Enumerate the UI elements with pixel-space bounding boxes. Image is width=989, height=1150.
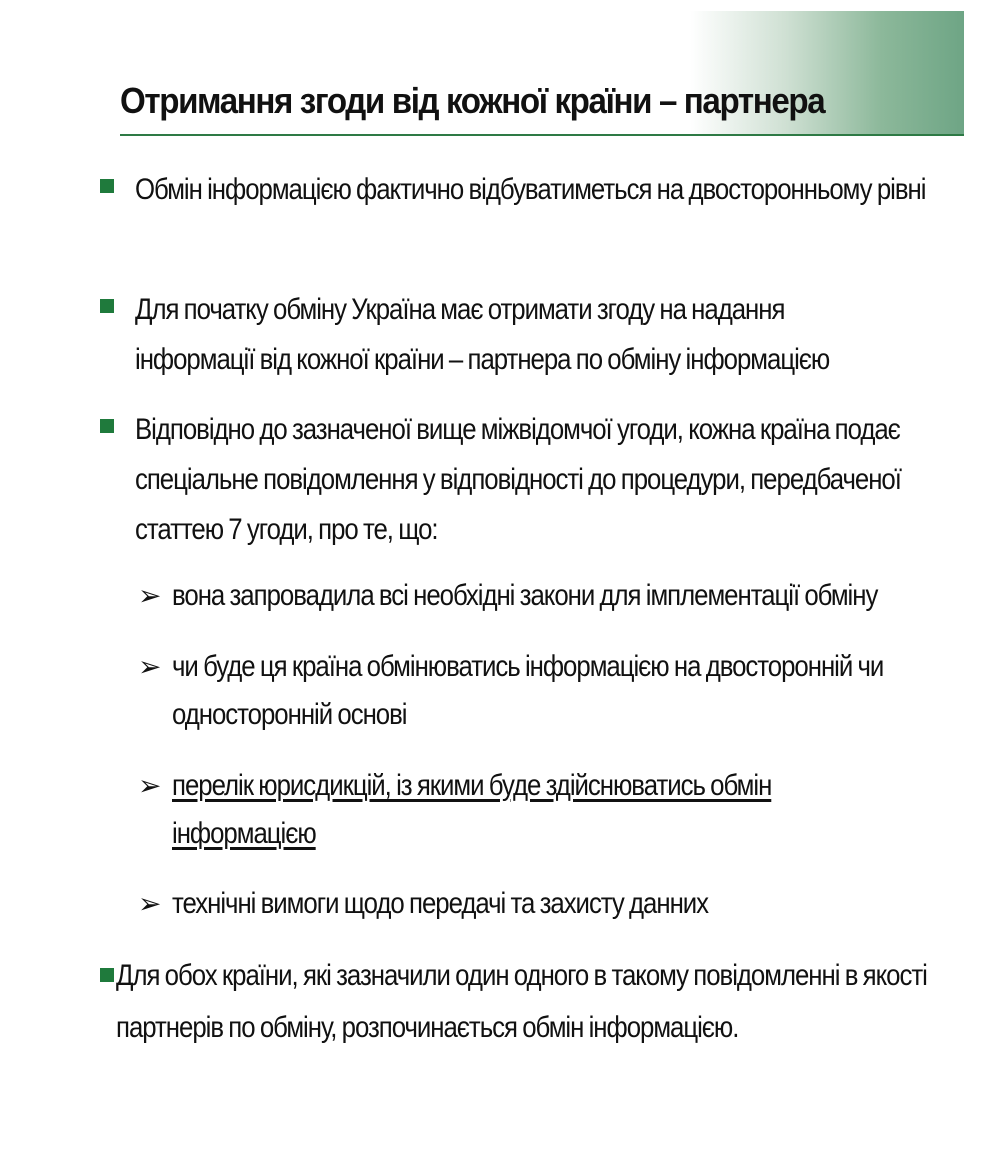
green-square-bullet-icon	[100, 419, 114, 433]
bullet-text: Відповідно до зазначеної вище міжвідомчої угоди, кожна країна подає спеціальне повідомлення у відповідності до процедури, передбаченої статтею 7 угоди, про те, що:	[135, 413, 901, 546]
green-square-bullet-icon	[100, 968, 114, 982]
bullet-text: Для початку обміну Україна має отримати згоду на надання інформації від кожної країни – партнера по обміну інформацією	[135, 293, 830, 376]
arrowhead-right-icon: ➢	[138, 770, 162, 801]
arrowhead-right-icon: ➢	[138, 888, 162, 919]
arrowhead-right-icon: ➢	[138, 580, 162, 611]
sub-bullet-text: чи буде ця країна обмінюватись інформацією на двосторонній чи односторонній основі	[172, 650, 884, 731]
bullet-text: Обмін інформацією фактично відбуватиметься на двосторонньому рівні	[135, 173, 926, 206]
sub-bullet-text: перелік юрисдикцій, із якими буде здійснюватись обмін інформацією	[172, 769, 772, 850]
sub-bullet-text: вона запровадила всі необхідні закони для імплементації обміну	[172, 579, 878, 612]
green-square-bullet-icon	[100, 179, 114, 193]
title-underline-rule	[120, 134, 964, 136]
green-square-bullet-icon	[100, 299, 114, 313]
slide-title: Отримання згоди від кожної країни – партнера	[120, 80, 825, 121]
sub-bullet-text: технічні вимоги щодо передачі та захисту данних	[172, 887, 709, 920]
arrowhead-right-icon: ➢	[138, 651, 162, 682]
final-bullet-text: Для обох країни, які зазначили один одного в такому повідомленні в якості партнерів по обміну, розпочинається обмін інформацією.	[116, 959, 927, 1044]
